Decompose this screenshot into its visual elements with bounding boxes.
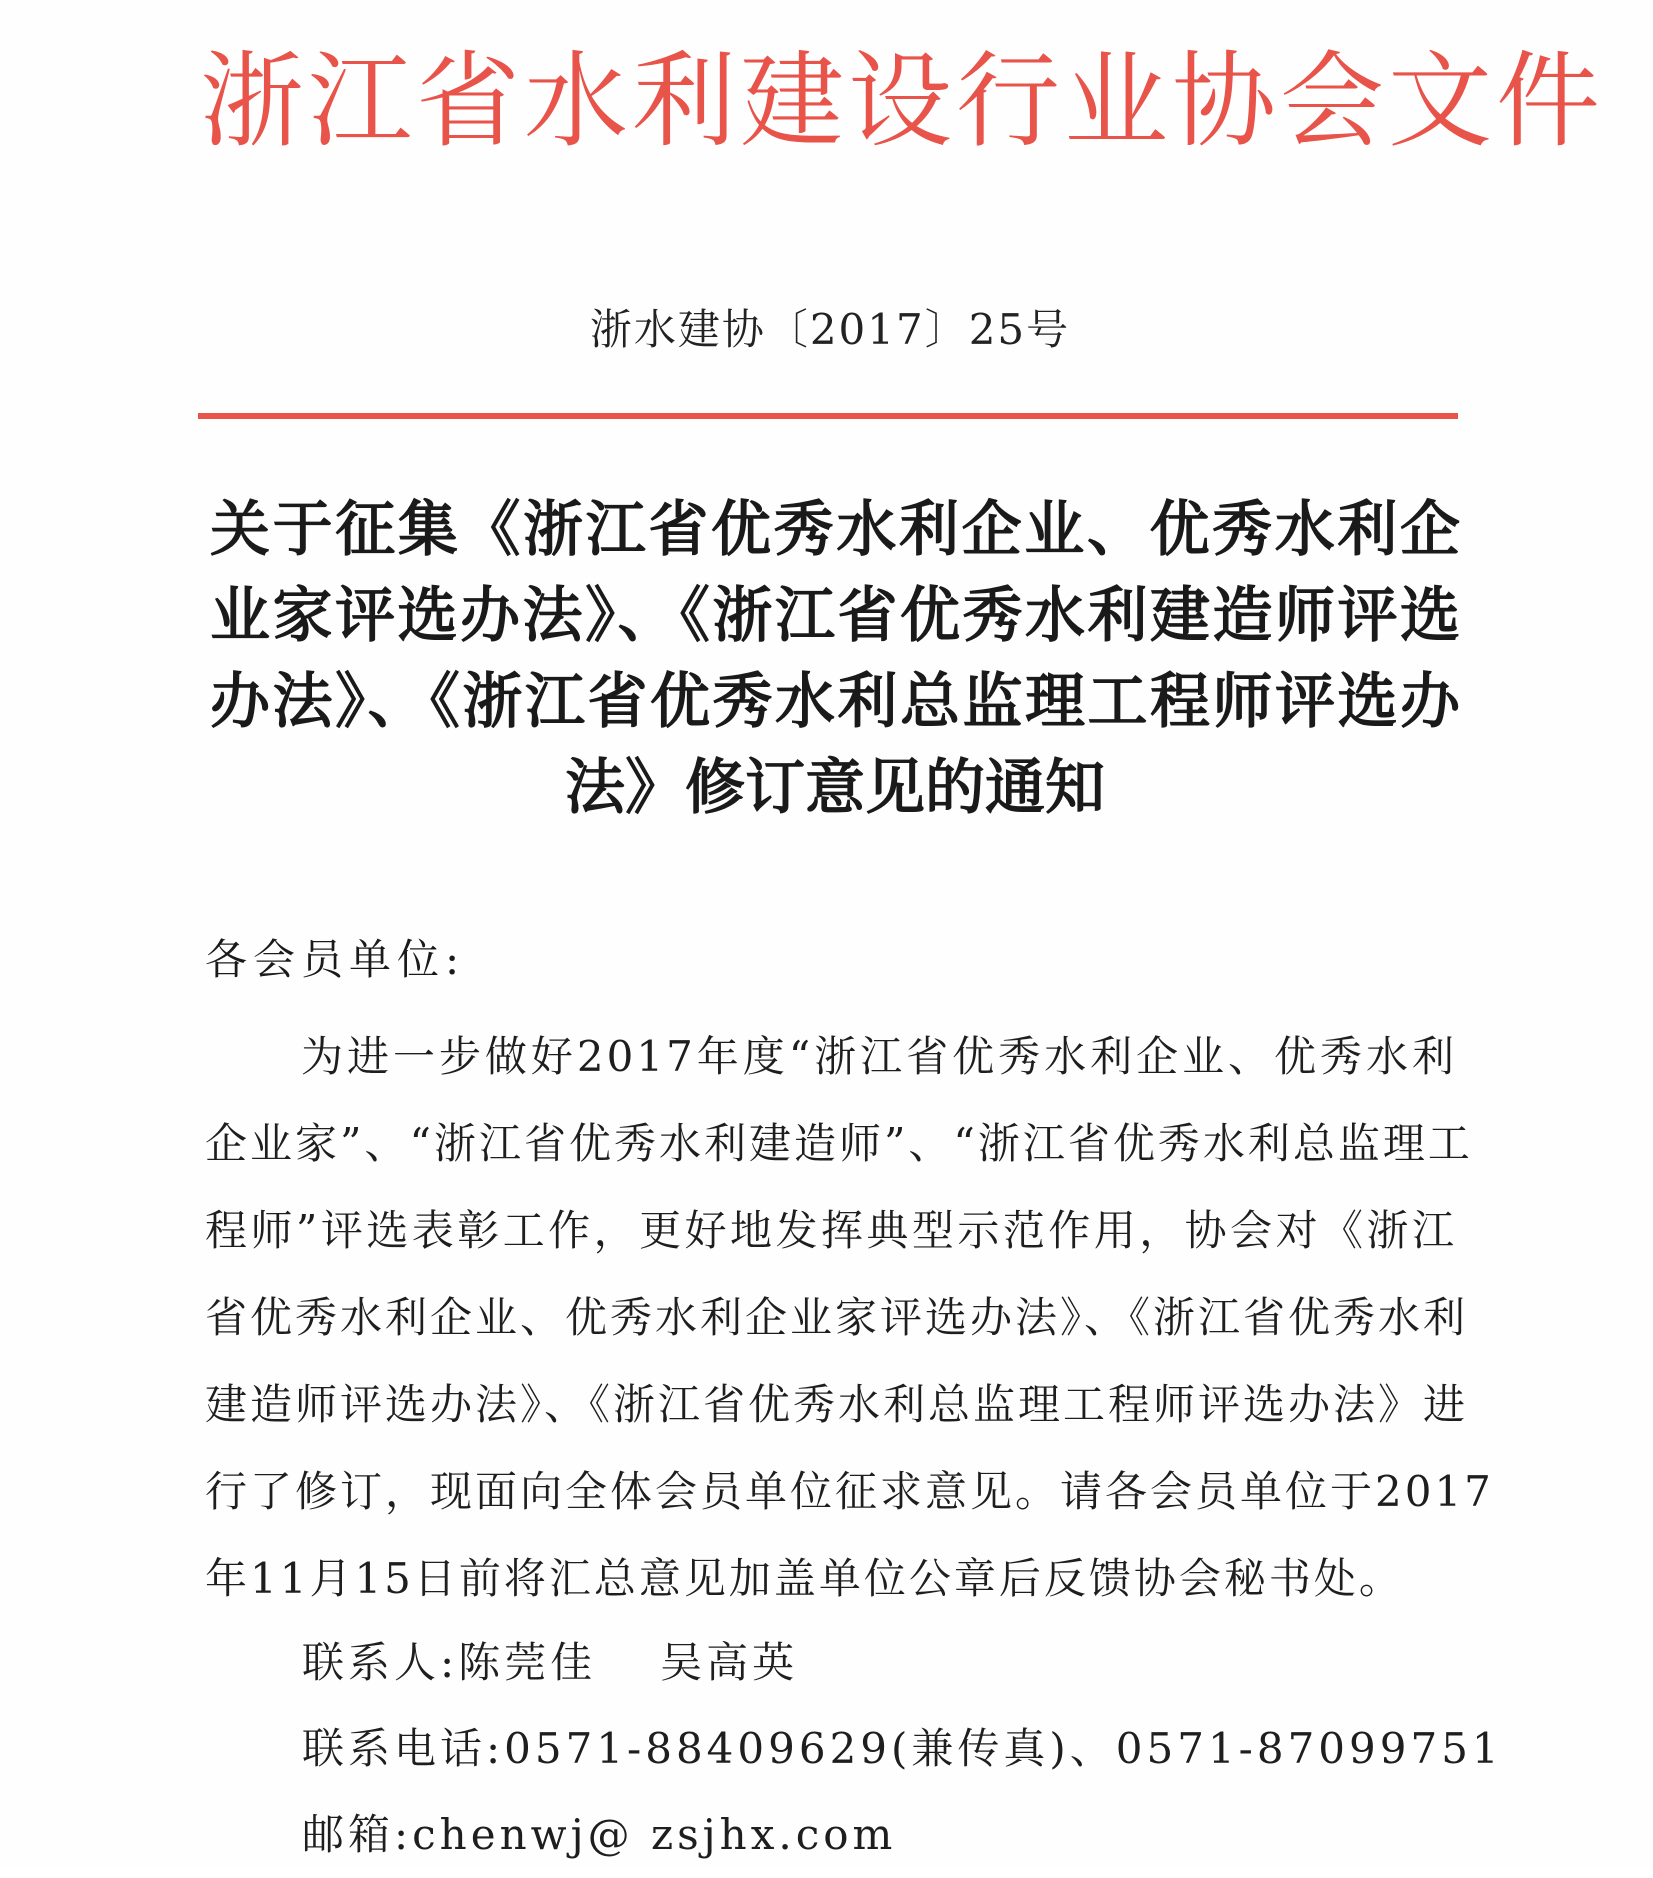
body-line-2: 企业家”、“浙江省优秀水利建造师”、“浙江省优秀水利总监理工 [205, 1119, 1473, 1168]
contact-person-label: 联系人: [302, 1638, 459, 1687]
contact-phone-value: 0571-88409629(兼传真)、0571-87099751 [504, 1724, 1503, 1773]
body-line-5: 建造师评选办法》、《浙江省优秀水利总监理工程师评选办法》进 [205, 1380, 1469, 1429]
body-paragraph [205, 1013, 1494, 1622]
notice-title-line-3: 办法》、《浙江省优秀水利总监理工程师评选办 [210, 667, 1460, 737]
body-line-7: 年11月15日前将汇总意见加盖单位公章后反馈协会秘书处。 [205, 1554, 1404, 1603]
document-number: 浙水建协〔2017〕25号 [589, 305, 1071, 354]
contact-phone-label: 联系电话: [302, 1724, 505, 1773]
salutation: 各会员单位: [205, 935, 466, 984]
contact-email-label: 邮箱: [302, 1810, 413, 1859]
contact-info [302, 1620, 1503, 1878]
notice-title-line-1: 关于征集《浙江省优秀水利企业、优秀水利企 [210, 495, 1460, 565]
body-line-1: 为进一步做好2017年度“浙江省优秀水利企业、优秀水利 [301, 1032, 1457, 1081]
contact-person-line [302, 1620, 1503, 1706]
contact-person-2: 吴高英 [660, 1638, 799, 1687]
contact-phone-line [302, 1706, 1503, 1792]
notice-title [210, 487, 1460, 831]
body-line-6: 行了修订，现面向全体会员单位征求意见。请各会员单位于2017 [205, 1467, 1494, 1516]
body-line-4: 省优秀水利企业、优秀水利企业家评选办法》、《浙江省优秀水利 [205, 1293, 1469, 1342]
contact-email-line [302, 1792, 1503, 1878]
notice-title-line-2: 业家评选办法》、《浙江省优秀水利建造师评选 [210, 581, 1460, 651]
body-line-3: 程师”评选表彰工作，更好地发挥典型示范作用，协会对《浙江 [205, 1206, 1457, 1255]
contact-email-value: chenwj@ zsjhx.com [412, 1810, 897, 1859]
notice-title-line-4: 法》修订意见的通知 [565, 753, 1105, 823]
contact-person-1: 陈莞佳 [458, 1638, 597, 1687]
letterhead-red-rule [198, 413, 1458, 419]
org-letterhead-title: 浙江省水利建设行业协会文件 [200, 40, 1605, 162]
